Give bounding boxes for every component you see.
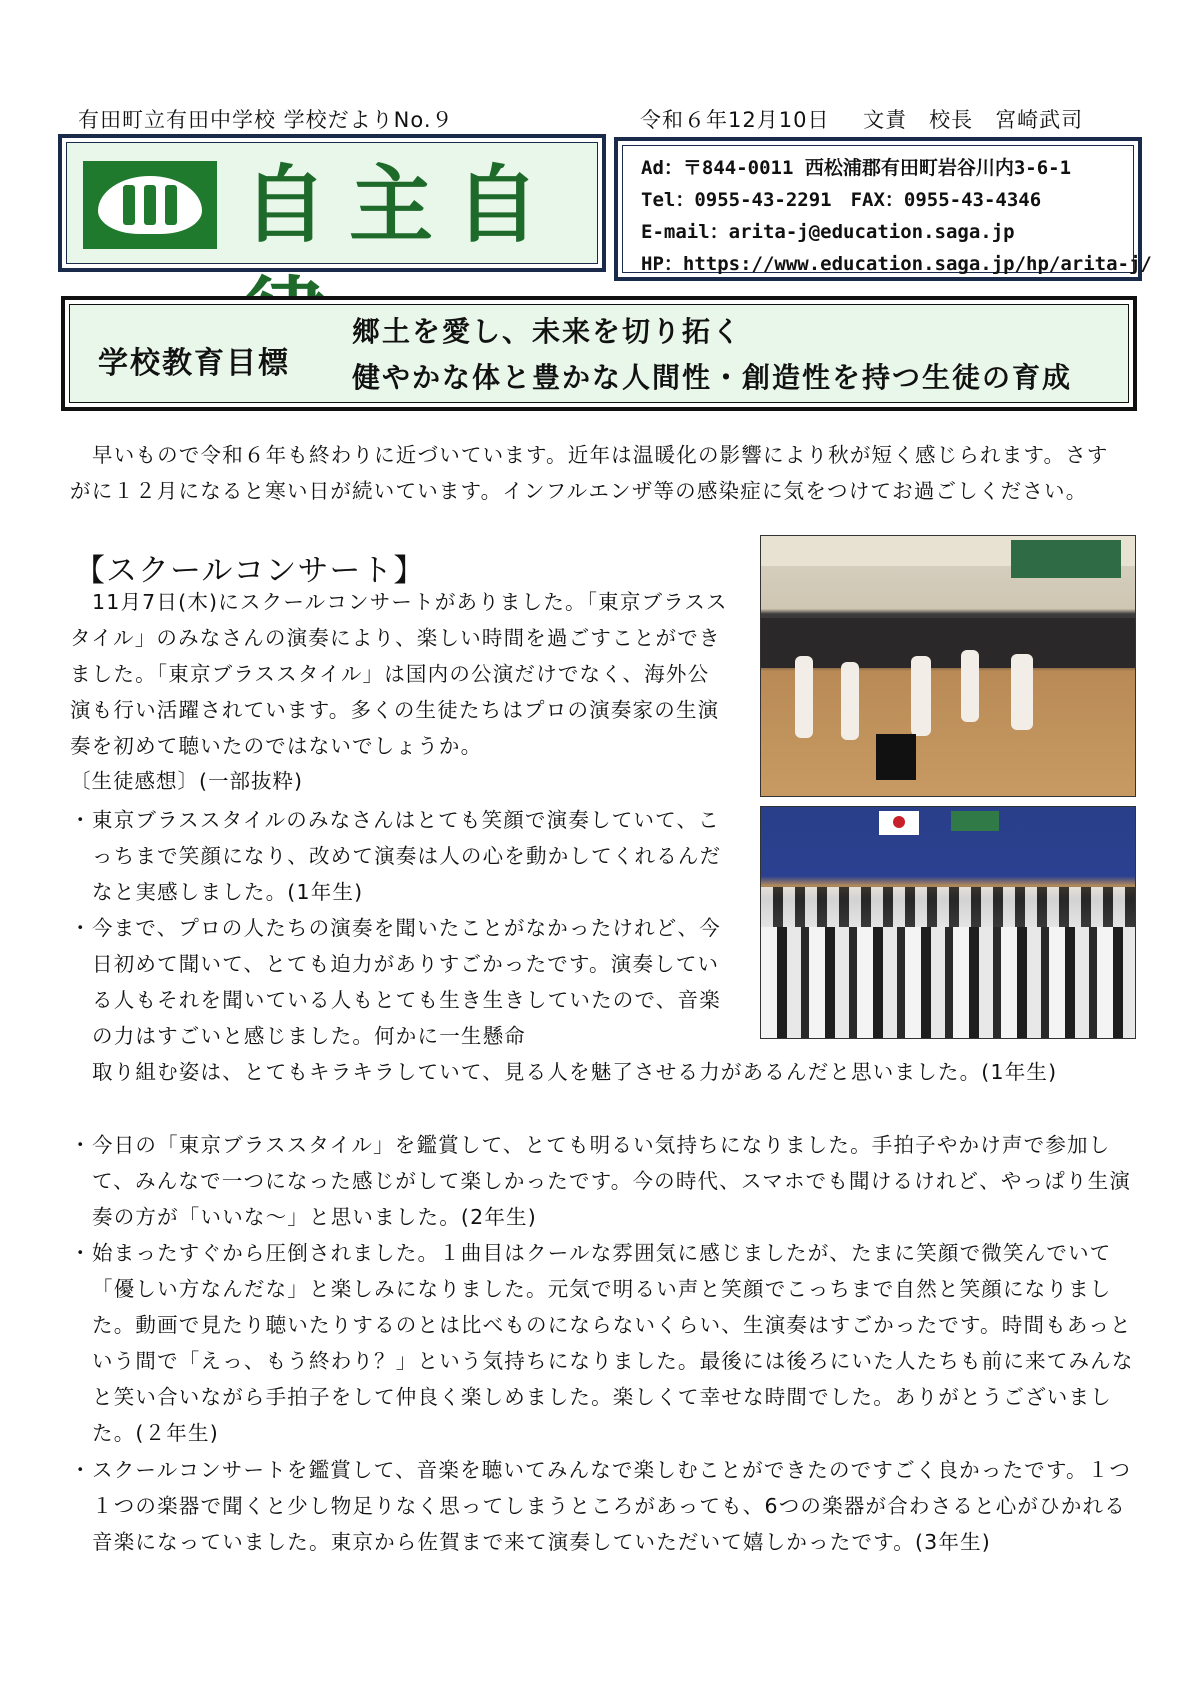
school-goal-label: 学校教育目標 xyxy=(98,346,290,381)
concert-photo-performers xyxy=(760,535,1136,797)
bullet: ・ xyxy=(70,808,92,832)
section-title: 【スクールコンサート】 xyxy=(74,553,426,589)
school-goal-box xyxy=(61,296,1137,411)
bullet: ・ xyxy=(70,916,92,940)
comment-text: 今まで、プロの人たちの演奏を聞いたことがなかったけれど、今日初めて聞いて、とても迫力がありすごかったです。演奏している人もそれを聞いている人もとても生き生きしていたので、音楽の力はすごいと感じました。何かに一生懸命 xyxy=(92,916,721,1048)
school-logo xyxy=(83,161,217,249)
intro-paragraph: 早いもので令和６年も終わりに近づいています。近年は温暖化の影響により秋が短く感じられます。さすがに１２月になると寒い日が続いています。インフルエンザ等の感染症に気をつけてお過ごしください。 xyxy=(70,443,1109,503)
contact-homepage: HP：https://www.education.saga.jp/hp/arita-j/ xyxy=(641,253,1152,275)
concert-description: 11月7日(木)にスクールコンサートがありました。「東京ブラススタイル」のみなさんの演奏により、楽しい時間を過ごすことができました。「東京ブラススタイル」は国内の公演だけでなく、海外公演も行い活躍されています。多くの生徒たちはプロの演奏家の生演奏を初めて聴いたのではないでしょうか。 xyxy=(70,590,728,758)
bullet: ・ xyxy=(70,1241,92,1265)
date-author: 令和６年12月10日 文責 校長 宮崎武司 xyxy=(640,108,1084,132)
contact-address: Ad：〒844-0011 西松浦郡有田町岩谷川内3-6-1 xyxy=(641,157,1072,179)
bullet: ・ xyxy=(70,1458,92,1482)
student-comment xyxy=(70,1452,1135,1560)
school-goal-line-1: 郷土を愛し、未来を切り拓く xyxy=(352,315,743,348)
comment-text: 始まったすぐから圧倒されました。１曲目はクールな雰囲気に感じましたが、たまに笑顔で微笑んでいて「優しい方なんだな」と楽しみになりました。元気で明るい声と笑顔でこっちまで自然と笑顔になりました。動画で見たり聴いたりするのとは比べものにならないくらい、生演奏はすごかったです。時間もあっという間で「えっ、もう終わり？」という気持ちになりました。最後には後ろにいた人たちも前に来てみんなと笑い合いながら手拍子をして仲良く楽しめました。楽しくて幸せな時間でした。ありがとうございました。(２年生) xyxy=(92,1241,1134,1445)
newsletter-header: 有田町立有田中学校 学校だよりNo.９ xyxy=(78,108,454,132)
comment-text: 東京ブラススタイルのみなさんはとても笑顔で演奏していて、こっちまで笑顔になり、改めて演奏は人の心を動かしてくれるんだなと実感しました。(1年生) xyxy=(92,808,722,904)
newsletter-title: 自主自 xyxy=(243,155,562,254)
comment-text: スクールコンサートを鑑賞して、音楽を聴いてみんなで楽しむことができたのですごく良かったです。１つ１つの楽器で聞くと少し物足りなく思ってしまうところがあっても、6つの楽器が合わさると心がひかれる音楽になっていました。東京から佐賀まで来て演奏していただいて嬉しかったです。(3年生) xyxy=(92,1458,1132,1554)
impressions-label: 〔生徒感想〕(一部抜粋) xyxy=(70,769,303,793)
bullet: ・ xyxy=(70,1133,92,1157)
contact-phone-fax: Tel：0955-43-2291 FAX：0955-43-4346 xyxy=(641,189,1042,211)
comment-text: 今日の「東京ブラススタイル」を鑑賞して、とても明るい気持ちになりました。手拍子やかけ声で参加して、みんなで一つになった感じがして楽しかったです。今の時代、スマホでも聞けるけれど、やっぱり生演奏の方が「いいな～」と思いました。(2年生) xyxy=(92,1133,1132,1229)
school-goal-line-2: 健やかな体と豊かな人間性・創造性を持つ生徒の育成 xyxy=(352,361,1073,394)
masthead xyxy=(58,134,606,272)
contact-email: E-mail：arita-j@education.saga.jp xyxy=(641,221,1015,243)
student-comment xyxy=(70,802,730,910)
student-comment xyxy=(70,1235,1135,1451)
contact-info xyxy=(614,137,1152,281)
student-comment xyxy=(70,1127,1135,1235)
concert-photo-audience xyxy=(760,806,1136,1039)
comment-text-continued: 取り組む姿は、とてもキラキラしていて、見る人を魅了させる力があるんだと思いました。(1年生) xyxy=(92,1060,1058,1084)
